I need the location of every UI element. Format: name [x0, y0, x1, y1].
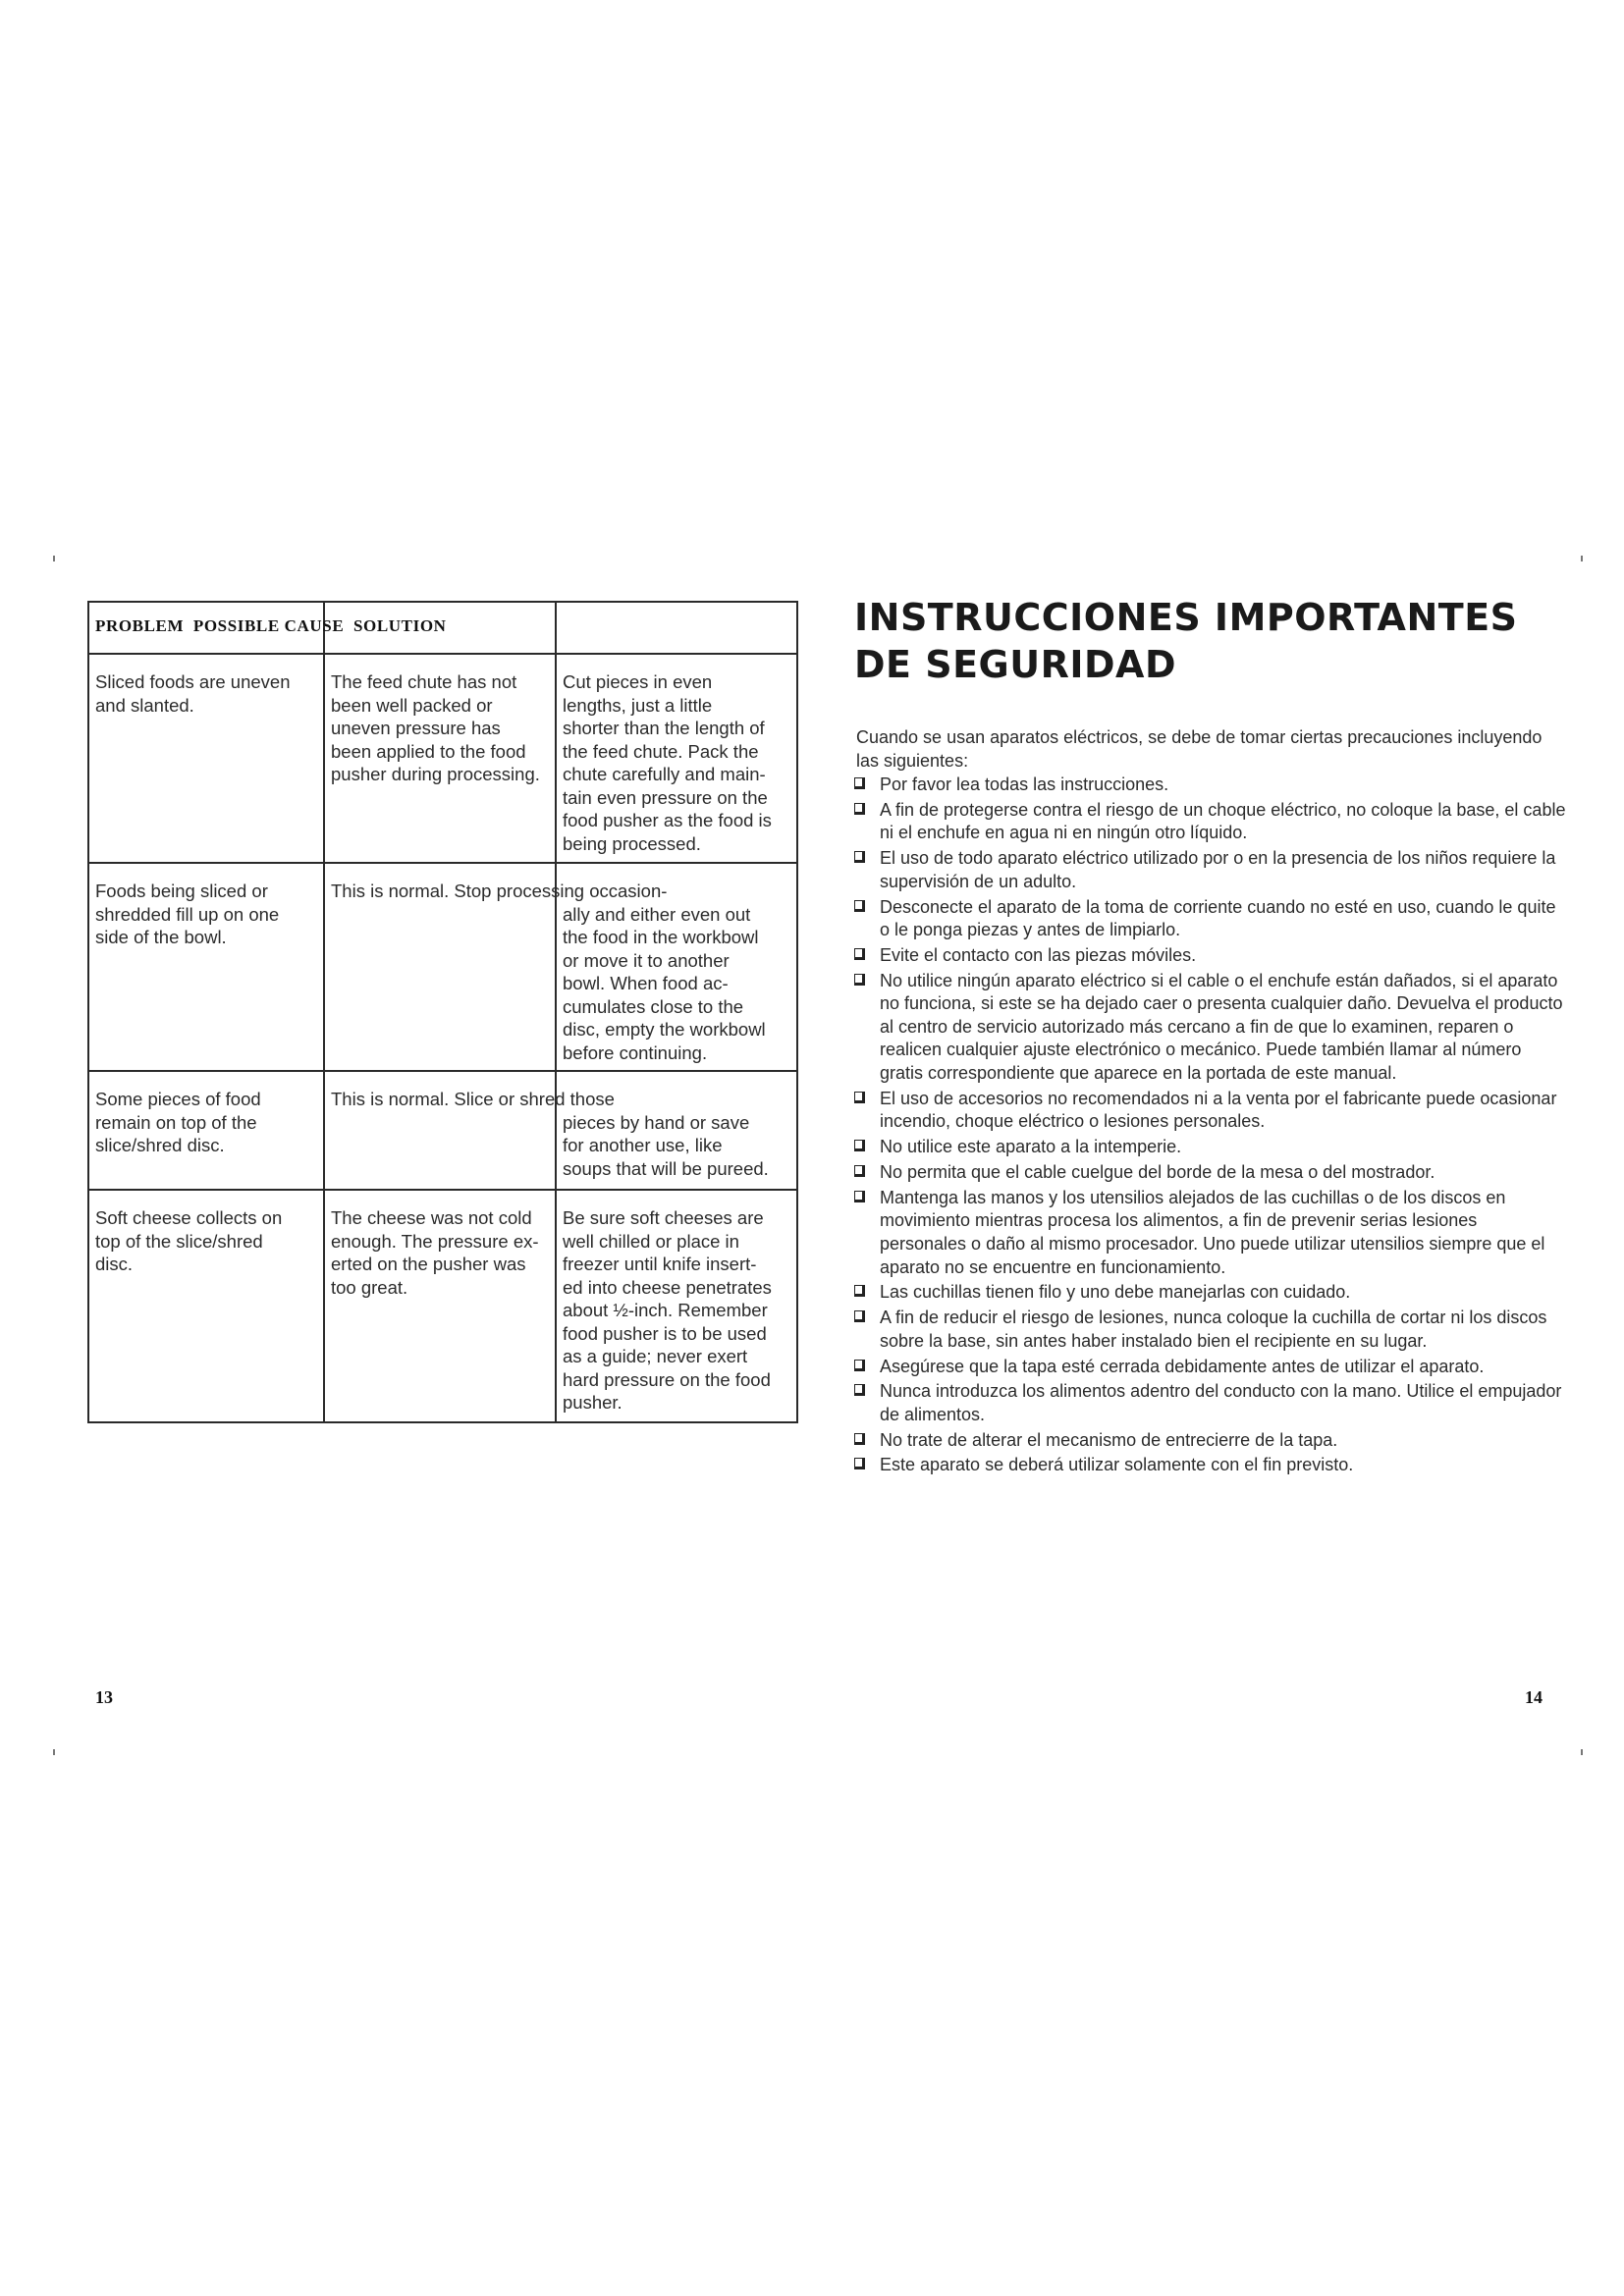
checkbox-icon: [854, 1140, 865, 1151]
problem-cell: Foods being sliced or shredded fill up on one side of the bowl.: [88, 863, 324, 1071]
checkbox-icon: [854, 974, 865, 986]
problem-cell: Some pieces of food remain on top of the slice/shred disc.: [88, 1071, 324, 1190]
crop-mark: [53, 556, 55, 561]
list-item: El uso de accesorios no recomendados ni a la venta por el fabricante puede ocasionar incendio, choque eléctrico o lesiones personales.: [854, 1088, 1566, 1134]
table-header: PROBLEM POSSIBLE CAUSE SOLUTION: [95, 616, 447, 635]
checkbox-icon: [854, 777, 865, 789]
list-item: A fin de reducir el riesgo de lesiones, nunca coloque la cuchilla de cortar ni los discos sobre la base, sin antes haber instalado bien el recipiente en su lugar.: [854, 1307, 1566, 1353]
crop-mark: [1581, 556, 1583, 561]
solution-cell: Cut pieces in even lengths, just a little shorter than the length of the feed chute. Pack the chute carefully and main- tain even pressure on the food pusher as the food is being processed.: [556, 654, 797, 863]
list-item: No permita que el cable cuelgue del borde de la mesa o del mostrador.: [854, 1161, 1566, 1185]
problem-cell: Sliced foods are uneven and slanted.: [88, 654, 324, 863]
page-number-left: 13: [95, 1687, 113, 1707]
checkbox-icon: [854, 1285, 865, 1297]
checkbox-icon: [854, 1360, 865, 1371]
checkbox-icon: [854, 1433, 865, 1445]
checkbox-icon: [854, 1384, 865, 1396]
crop-mark: [1581, 1749, 1583, 1755]
list-item: Desconecte el aparato de la toma de corriente cuando no esté en uso, cuando le quite o le ponga piezas y antes de limpiarlo.: [854, 896, 1566, 942]
problem-cell: Soft cheese collects on top of the slice/shred disc.: [88, 1190, 324, 1422]
checkbox-icon: [854, 948, 865, 960]
solution-cell: pieces by hand or save for another use, like soups that will be pureed.: [556, 1071, 797, 1190]
checkbox-icon: [854, 1165, 865, 1177]
safety-list: [854, 774, 1566, 1479]
cause-cell: This is normal. Stop processing occasion-: [324, 863, 556, 1071]
checkbox-icon: [854, 900, 865, 912]
list-item: Nunca introduzca los alimentos adentro del conducto con la mano. Utilice el empujador de alimentos.: [854, 1380, 1566, 1426]
list-item: Asegúrese que la tapa esté cerrada debidamente antes de utilizar el aparato.: [854, 1356, 1566, 1379]
list-item: Evite el contacto con las piezas móviles.: [854, 944, 1566, 968]
page-title: INSTRUCCIONES IMPORTANTES DE SEGURIDAD: [854, 596, 1518, 686]
list-item: El uso de todo aparato eléctrico utilizado por o en la presencia de los niños requiere la supervisión de un adulto.: [854, 847, 1566, 893]
solution-cell: ally and either even out the food in the workbowl or move it to another bowl. When food ac- cumulates close to the disc, empty the workbowl before continuing.: [556, 863, 797, 1071]
list-item: A fin de protegerse contra el riesgo de un choque eléctrico, no coloque la base, el cable ni el enchufe en agua ni en ningún otro líquido.: [854, 799, 1566, 845]
checkbox-icon: [854, 1191, 865, 1202]
cause-cell: This is normal. Slice or shred those: [324, 1071, 556, 1190]
page-number-right: 14: [1525, 1687, 1543, 1707]
list-item: Este aparato se deberá utilizar solamente con el fin previsto.: [854, 1454, 1566, 1477]
checkbox-icon: [854, 803, 865, 815]
table-row: [88, 654, 797, 863]
checkbox-icon: [854, 1310, 865, 1322]
list-item: Por favor lea todas las instrucciones.: [854, 774, 1566, 797]
checkbox-icon: [854, 851, 865, 863]
intro-text: Cuando se usan aparatos eléctricos, se debe de tomar ciertas precauciones incluyendo las siguientes:: [856, 727, 1543, 771]
cause-cell: The feed chute has not been well packed or uneven pressure has been applied to the food pusher during processing.: [324, 654, 556, 863]
checkbox-icon: [854, 1092, 865, 1103]
checkbox-icon: [854, 1458, 865, 1469]
crop-mark: [53, 1749, 55, 1755]
list-item: Las cuchillas tienen filo y uno debe manejarlas con cuidado.: [854, 1281, 1566, 1305]
list-item: No utilice este aparato a la intemperie.: [854, 1136, 1566, 1159]
table-row: [88, 1190, 797, 1422]
list-item: No trate de alterar el mecanismo de entrecierre de la tapa.: [854, 1429, 1566, 1453]
list-item: No utilice ningún aparato eléctrico si el cable o el enchufe están dañados, si el aparato no funciona, si este se ha dejado caer o presenta cualquier daño. Devuelva el producto al centro de servicio autorizado más cercano a fin de que lo examinen, reparen o realicen cualquier ajuste electrónico o mecánico. Puede también llamar al número gratis correspondiente que aparece en la portada de este manual.: [854, 970, 1566, 1086]
list-item: Mantenga las manos y los utensilios alejados de las cuchillas o de los discos en movimiento mientras procesa los alimentos, a fin de prevenir serias lesiones personales o daño al mismo procesador. Uno puede utilizar utensilios siempre que el aparato no se encuentre en funcionamiento.: [854, 1187, 1566, 1279]
cause-cell: The cheese was not cold enough. The pressure ex- erted on the pusher was too great.: [324, 1190, 556, 1422]
troubleshooting-table: [87, 601, 798, 1423]
solution-cell: Be sure soft cheeses are well chilled or place in freezer until knife insert- ed into cheese penetrates about ½-inch. Remember food pusher is to be used as a guide; never exert hard pressure on the food pusher.: [556, 1190, 797, 1422]
table-row: [88, 863, 797, 1071]
table-row: [88, 1071, 797, 1190]
